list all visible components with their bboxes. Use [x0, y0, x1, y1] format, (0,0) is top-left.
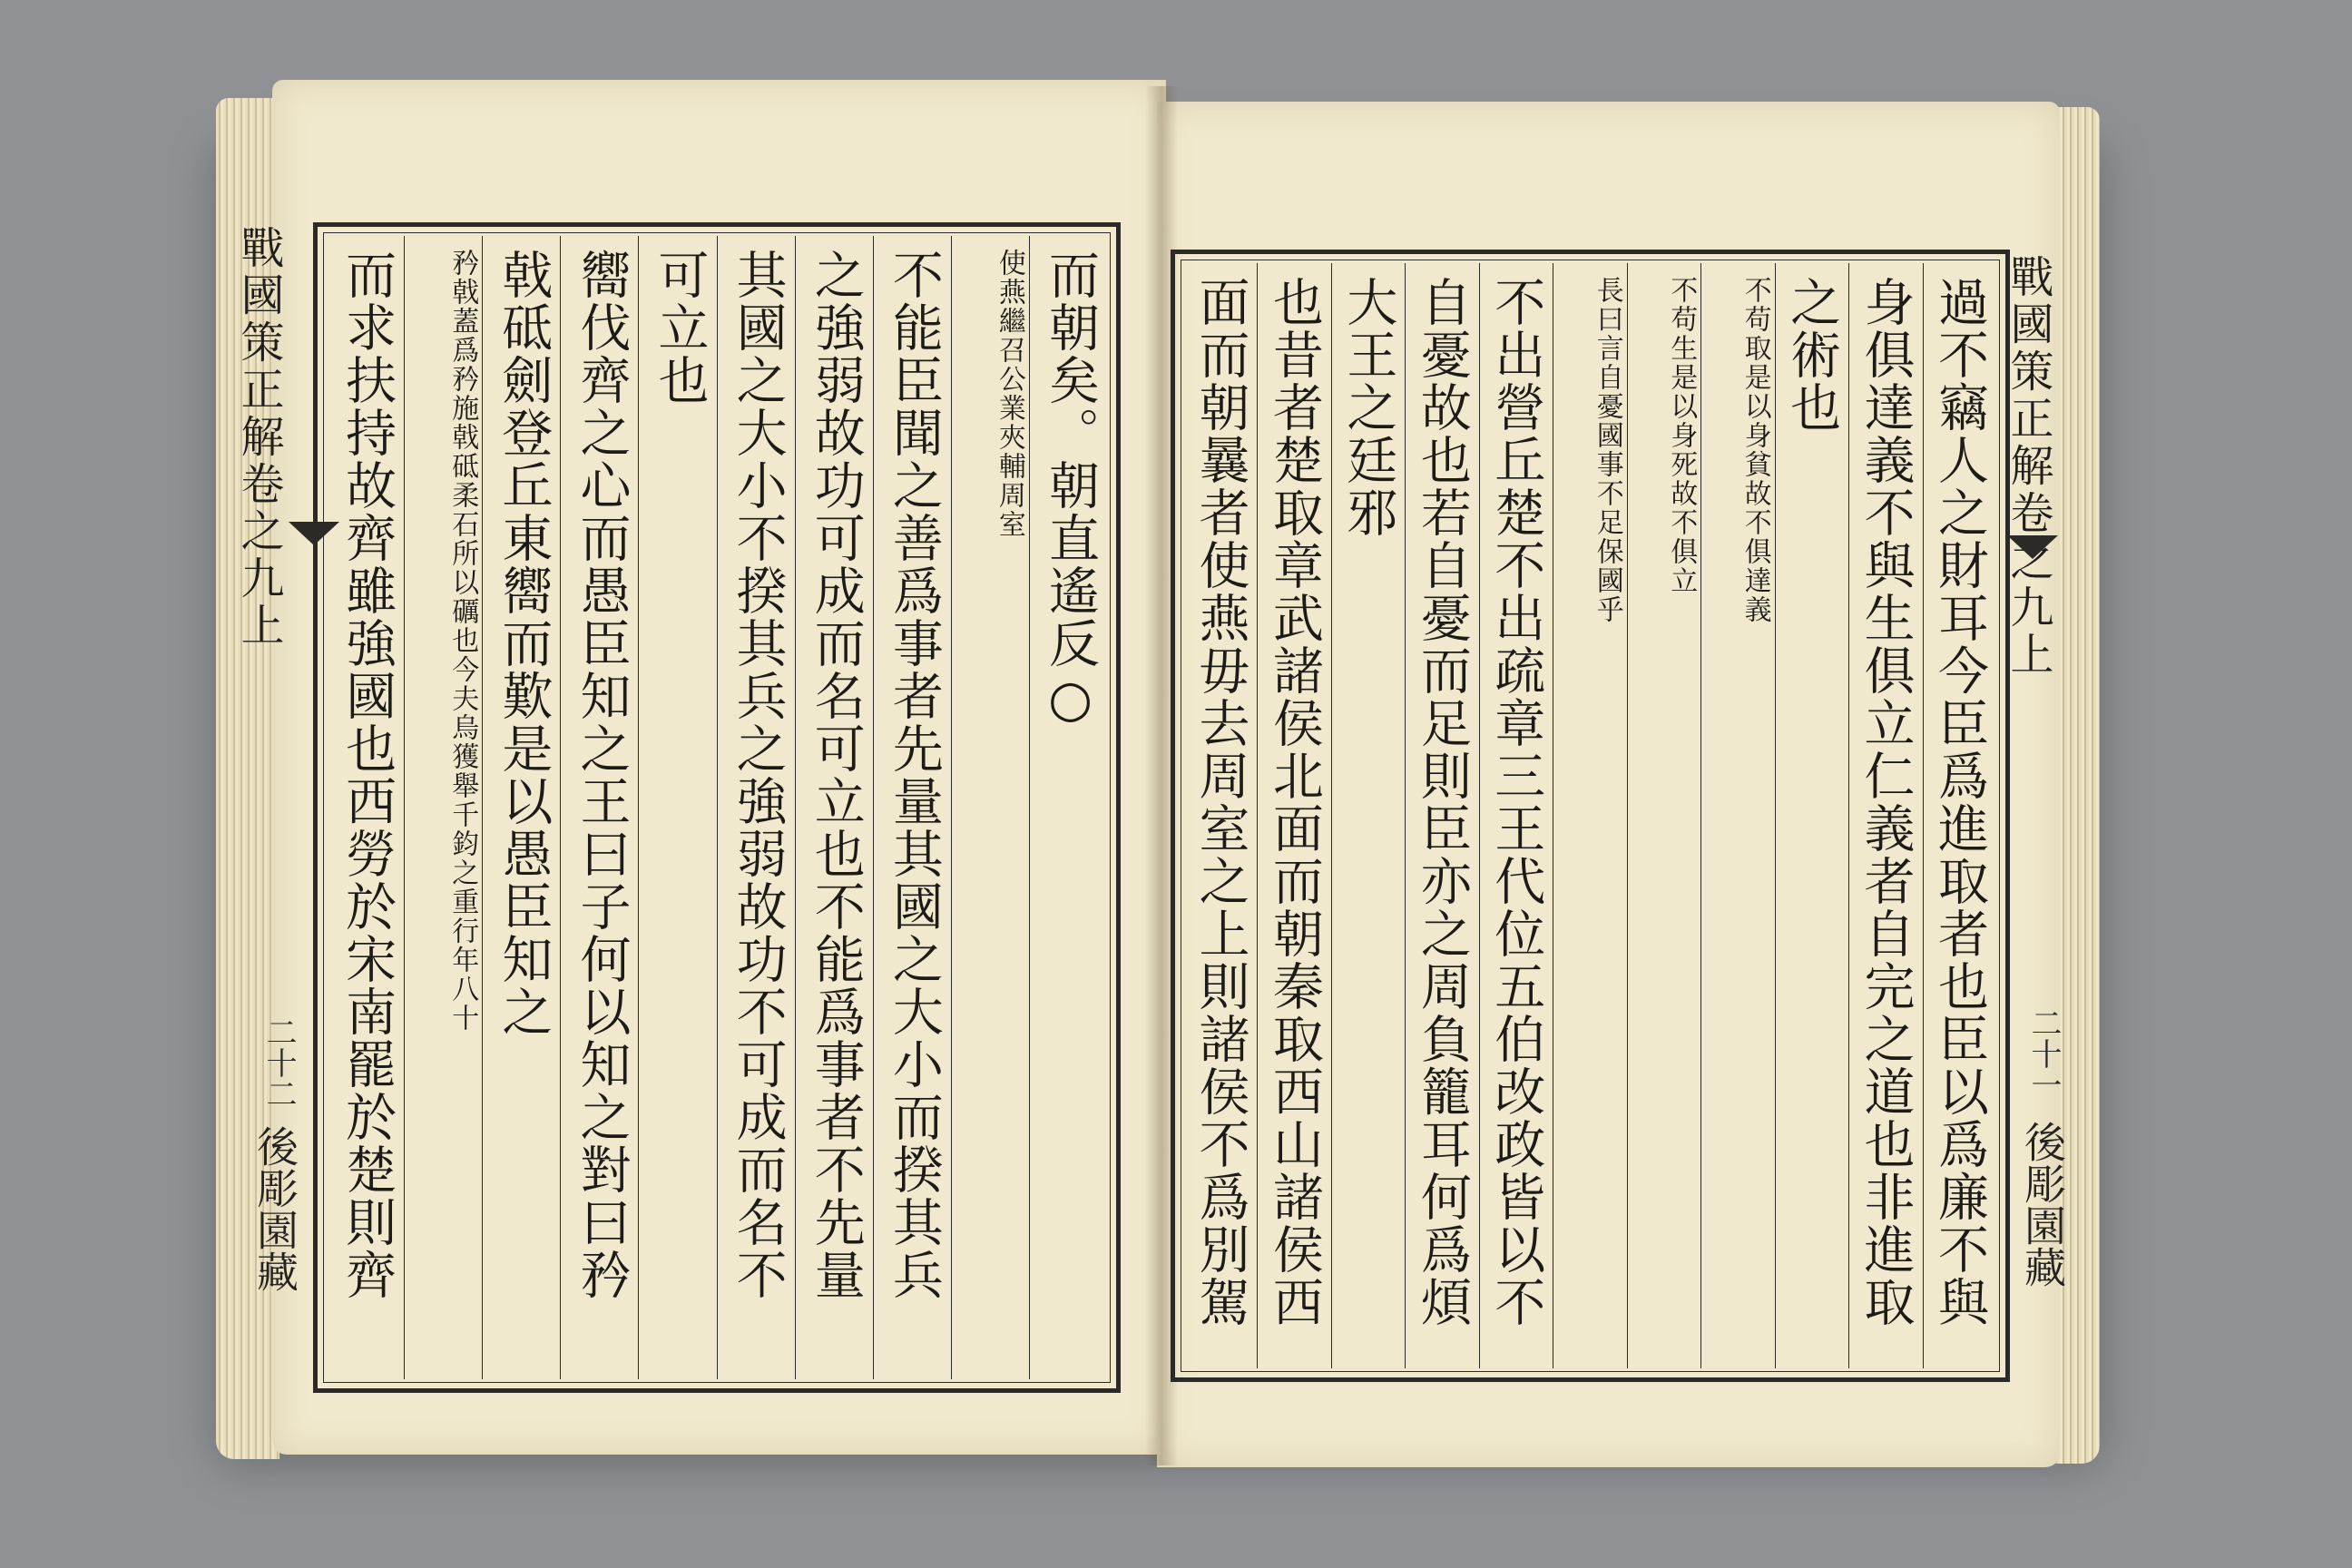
right-page-number: 二十一 [2025, 1007, 2062, 1100]
left-column-10: 而求扶持故齊雖強國也西勞於宋南罷於楚則齊 [338, 249, 397, 1301]
right-text-frame [1171, 250, 2010, 1382]
right-columns [1184, 263, 1996, 1368]
left-column-6: 可立也 [638, 236, 716, 1379]
right-column-8: 自憂故也若自憂而足則臣亦之周負籠耳何爲煩 [1405, 263, 1478, 1368]
left-imprint: 後彫園藏 [250, 1125, 299, 1292]
right-imprint: 後彫園藏 [2018, 1121, 2067, 1288]
left-fold-title-text: 戰國策正解 [233, 225, 284, 461]
right-column-1: 過不竊人之財耳今臣爲進取者也臣以爲廉不與 [1923, 263, 1996, 1368]
left-column-5: 其國之大小不揆其兵之強弱故功不可成而名不 [717, 236, 795, 1379]
right-column-6: 長曰言自憂國事不足保國乎 [1553, 263, 1626, 1368]
left-column-9: 矜戟蓋爲矜施戟砥柔石所以礪也今夫烏獲舉千鈞之重行年八十 [404, 236, 482, 1379]
right-volume-text: 卷之九上 [2003, 490, 2053, 679]
right-column-5: 不苟生是以身死故不俱立 [1627, 263, 1700, 1368]
right-column-9: 大王之廷邪 [1331, 263, 1405, 1368]
left-column-7: 嚮伐齊之心而愚臣知之王曰子何以知之對曰矜 [560, 236, 638, 1379]
left-column-2: 使燕繼召公業夾輔周室 [951, 236, 1029, 1379]
left-column-3: 不能臣聞之善爲事者先量其國之大小而揆其兵 [873, 236, 951, 1379]
right-column-10: 也昔者楚取章武諸侯北面而朝秦取西山諸侯西 [1257, 263, 1330, 1368]
left-column-4: 之強弱故功可成而名可立也不能爲事者不先量 [795, 236, 873, 1379]
right-column-2: 身俱達義不與生俱立仁義者自完之道也非進取 [1848, 263, 1922, 1368]
left-volume-text: 卷之九上 [233, 461, 284, 650]
left-columns [327, 236, 1107, 1379]
right-column-3: 之術也 [1775, 263, 1848, 1368]
right-column-4: 不苟取是以身貧故不俱達義 [1700, 263, 1774, 1368]
right-fishtail-mark [2007, 535, 2058, 559]
right-column-7: 不出營丘楚不出疏章三王代位五伯改政皆以不 [1479, 263, 1553, 1368]
left-text-frame [313, 222, 1121, 1393]
right-column-11: 面而朝曩者使燕毋去周室之上則諸侯不爲別駕 [1191, 276, 1250, 1328]
left-column-8: 戟砥劍登丘東嚮而歎是以愚臣知之 [482, 236, 560, 1379]
left-page-number: 二十二 [260, 1016, 297, 1109]
left-column-1: 而朝矣。朝直遙反○ [1029, 236, 1107, 1379]
right-fold-title-text: 戰國策正解 [2003, 254, 2053, 490]
